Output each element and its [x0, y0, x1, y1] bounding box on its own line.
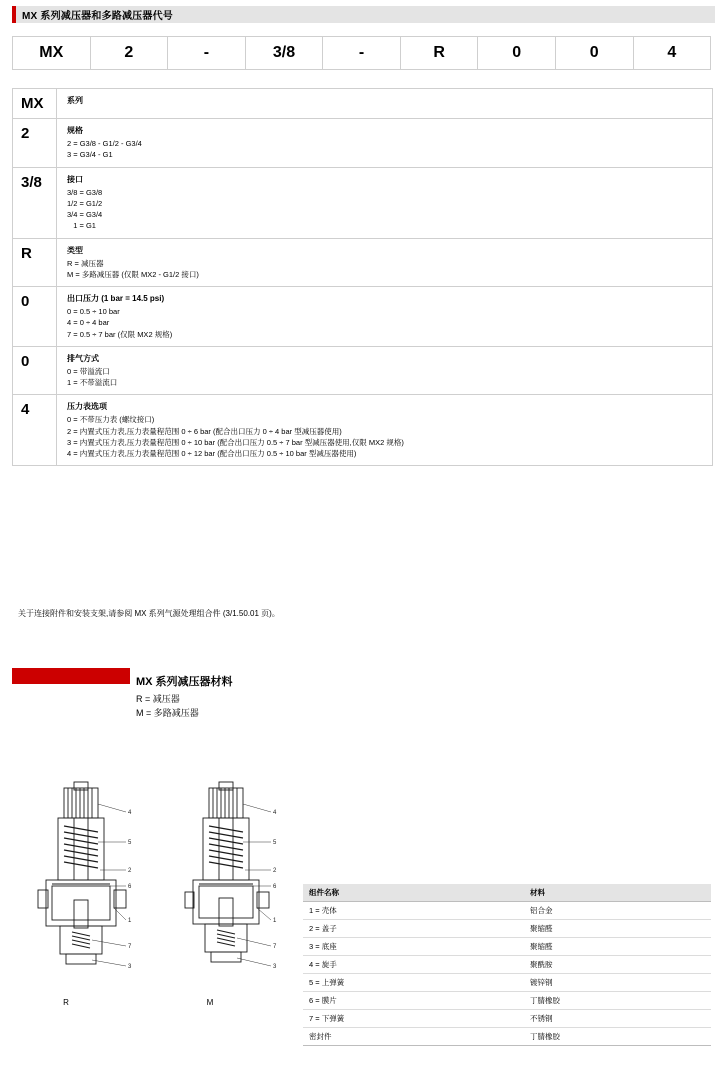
spec-line: 4 = 0 ÷ 4 bar [67, 318, 110, 328]
table-row [303, 956, 711, 974]
spec-head: 接口 [67, 174, 83, 184]
callout-3: 3 [128, 964, 132, 970]
spec-key: 2 [13, 119, 57, 167]
cell-material: 聚酰胺 [524, 956, 711, 974]
callout-5: 5 [273, 840, 277, 846]
table-row [303, 938, 711, 956]
cell-component: 3 = 底座 [303, 938, 524, 956]
callout-3: 3 [273, 964, 277, 970]
material-legend-line: R = 减压器 [136, 694, 180, 704]
spec-value [57, 119, 712, 167]
material-table [303, 884, 711, 1046]
spec-head: 出口压力 (1 bar = 14.5 psi) [67, 294, 165, 303]
column-header-material: 材料 [524, 884, 711, 902]
callout-4: 4 [128, 810, 132, 816]
cell-material: 镀锌钢 [524, 974, 711, 992]
code-cell-6: 0 [478, 37, 556, 69]
code-cell-3: 3/8 [246, 37, 324, 69]
cell-material: 聚缩醛 [524, 938, 711, 956]
cell-material: 丁腈橡胶 [524, 992, 711, 1010]
spec-line: 7 = 0.5 ÷ 7 bar (仅限 MX2 规格) [67, 329, 173, 339]
code-cell-7: 0 [556, 37, 634, 69]
spec-value [57, 287, 712, 346]
spec-line: 0 = 不带压力表 (螺纹接口) [67, 415, 155, 425]
spec-head: 类型 [67, 245, 83, 255]
table-header-row [303, 884, 711, 902]
material-section-title: MX 系列减压器材料 [136, 676, 233, 688]
spec-line: R = 减压器 [67, 258, 104, 268]
table-row [303, 920, 711, 938]
page-title-bar [12, 6, 715, 23]
spec-line: 4 = 内置式压力表,压力表量程范围 0 ÷ 12 bar (配合出口压力 0.5 ÷ 10 bar 型减压器使用) [67, 449, 357, 458]
spec-key: 0 [13, 347, 57, 395]
cell-component: 4 = 旋手 [303, 956, 524, 974]
code-cell-1: 2 [91, 37, 169, 69]
cell-component: 5 = 上弹簧 [303, 974, 524, 992]
order-code-row [12, 36, 711, 70]
spec-line: 3 = G3/4 - G1 [67, 150, 113, 160]
column-header-component: 组件名称 [303, 884, 524, 902]
spec-line: 2 = G3/8 - G1/2 - G3/4 [67, 139, 142, 148]
cell-material: 不锈钢 [524, 1010, 711, 1028]
table-row [303, 974, 711, 992]
spec-value [57, 89, 712, 118]
spec-head: 规格 [67, 126, 83, 135]
spec-row [13, 89, 712, 119]
table-row [303, 1028, 711, 1046]
table-row [303, 902, 711, 920]
table-row [303, 1010, 711, 1028]
spec-table [12, 88, 713, 466]
section-accent-bar [12, 668, 130, 684]
callout-1: 1 [128, 918, 132, 924]
callout-6: 6 [128, 884, 132, 890]
cell-material: 聚缩醛 [524, 920, 711, 938]
code-cell-0: MX [12, 37, 91, 69]
regulator-drawing-R [30, 780, 150, 990]
spec-key: 3/8 [13, 168, 57, 238]
cell-component: 1 = 壳体 [303, 902, 524, 920]
page-title: MX 系列减压器和多路减压器代号 [22, 11, 173, 22]
spec-line: 1 = 不带溢流口 [67, 378, 118, 387]
spec-key: 4 [13, 395, 57, 465]
callout-1: 1 [273, 918, 277, 924]
spec-row [13, 287, 712, 347]
spec-row [13, 239, 712, 288]
callout-7: 7 [128, 944, 132, 950]
code-cell-4: - [323, 37, 401, 69]
spec-head: 压力表选项 [67, 402, 107, 412]
table-row [303, 992, 711, 1010]
drawing-caption-R: R [63, 998, 69, 1007]
material-legend [136, 692, 199, 721]
callout-4: 4 [273, 810, 277, 816]
code-cell-8: 4 [634, 37, 712, 69]
spec-line: M = 多路减压器 (仅限 MX2 - G1/2 接口) [67, 269, 199, 279]
callout-2: 2 [128, 868, 132, 874]
spec-head: 排气方式 [67, 353, 99, 363]
drawing-caption-M: M [206, 998, 214, 1007]
spec-row [13, 395, 712, 465]
spec-row [13, 168, 712, 239]
callout-5: 5 [128, 840, 132, 846]
cell-component: 2 = 盖子 [303, 920, 524, 938]
code-cell-2: - [168, 37, 246, 69]
spec-head: 系列 [67, 96, 83, 105]
cell-material: 丁腈橡胶 [524, 1028, 711, 1046]
cell-component: 密封件 [303, 1028, 524, 1046]
spec-line: 1 = G1 [67, 221, 96, 231]
regulator-drawing-M [175, 780, 295, 990]
accessory-note: 关于连接附件和安装支架,请参阅 MX 系列气源处理组合件 (3/1.50.01 页)。 [18, 609, 280, 618]
callout-6: 6 [273, 884, 277, 890]
spec-value [57, 168, 712, 238]
material-legend-line: M = 多路减压器 [136, 708, 199, 719]
spec-value [57, 239, 712, 287]
cell-component: 7 = 下弹簧 [303, 1010, 524, 1028]
spec-line: 3/8 = G3/8 [67, 187, 103, 197]
code-cell-5: R [401, 37, 479, 69]
spec-key: R [13, 239, 57, 287]
spec-key: 0 [13, 287, 57, 346]
spec-key: MX [13, 89, 57, 118]
spec-value [57, 395, 712, 465]
spec-line: 3 = 内置式压力表,压力表量程范围 0 ÷ 10 bar (配合出口压力 0.5 ÷ 7 bar 型减压器使用,仅限 MX2 规格) [67, 437, 404, 447]
cell-material: 铝合金 [524, 902, 711, 920]
callout-2: 2 [273, 868, 277, 874]
spec-line: 3/4 = G3/4 [67, 210, 103, 219]
spec-row [13, 119, 712, 168]
spec-value [57, 347, 712, 395]
spec-line: 0 = 0.5 ÷ 10 bar [67, 307, 120, 316]
spec-line: 1/2 = G1/2 [67, 198, 103, 208]
spec-row [13, 347, 712, 396]
spec-line: 2 = 内置式压力表,压力表量程范围 0 ÷ 6 bar (配合出口压力 0 ÷ 4 bar 型减压器使用) [67, 426, 342, 436]
cross-section-drawings [10, 780, 300, 1010]
cell-component: 6 = 膜片 [303, 992, 524, 1010]
callout-7: 7 [273, 944, 277, 950]
spec-line: 0 = 带溢流口 [67, 366, 110, 376]
